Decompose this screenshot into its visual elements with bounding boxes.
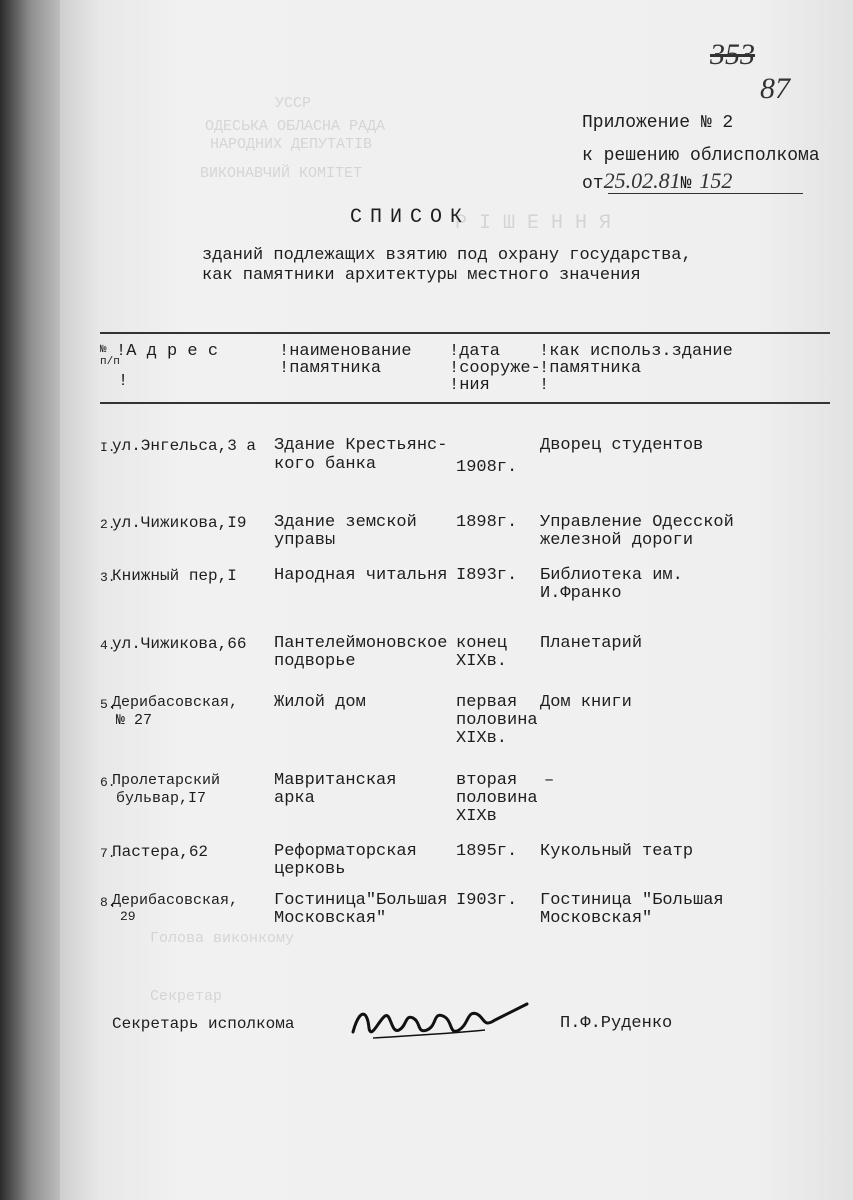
bleed-through-text: НАРОДНИХ ДЕПУТАТІВ [210,136,373,153]
row-name: Жилой дом [274,693,366,712]
header-num: № п/п [100,344,120,368]
row-date: I903г. [456,891,518,910]
row-address: Пролетарский [112,772,221,789]
row-number: I. [100,440,116,455]
date-underline [608,193,803,194]
archive-number: 353 [710,38,755,71]
decision-date: 25.02.81 [603,168,681,193]
table-top-rule [100,332,830,334]
row-use: Управление Одесской [540,513,734,532]
header-use: !памятника [539,359,642,378]
row-address: ул.Чижикова,I9 [112,514,247,532]
row-date: 1898г. [456,513,518,532]
number-sign: № [680,174,692,194]
row-address: ул.Энгельса,3 а [112,437,257,455]
decision-number: 152 [699,168,733,193]
row-address: 29 [120,909,136,924]
row-date: I893г. [456,566,518,585]
appendix-label: Приложение № 2 [582,113,734,133]
row-address: бульвар,I7 [116,790,207,807]
signer-name: П.Ф.Руденко [560,1014,673,1033]
row-date: 1908г. [456,458,518,477]
row-address: № 27 [116,712,153,729]
bleed-through-text: УССР [275,95,312,112]
row-use: – [544,771,555,790]
row-name: Реформаторская [274,842,417,861]
bleed-through-text: Голова виконкому [150,930,295,947]
decision-date-line [582,168,733,194]
row-use: Кукольный театр [540,842,694,861]
row-use: Гостиница "Большая [540,891,724,910]
header-name: !наименование [279,342,412,361]
row-use: Дворец студентов [540,436,704,455]
row-name: Гостиница"Большая [274,891,448,910]
date-prefix: от [582,174,604,194]
header-date: !ния [449,376,490,395]
row-number: 5. [100,697,116,712]
signer-role: Секретарь исполкома [112,1015,295,1033]
row-number: 4. [100,638,116,653]
row-name: подворье [274,652,356,671]
row-use: Дом книги [540,693,632,712]
header-name: !памятника [279,359,382,378]
row-use: Планетарий [540,634,643,653]
header-separator: ! [539,376,550,395]
header-use: !как использ.здание [539,342,733,361]
row-name: церковь [274,860,346,879]
document-subtitle: зданий подлежащих взятию под охрану государства, [202,246,692,265]
row-date: XIXв. [456,652,508,671]
row-name: Пантелеймоновское [274,634,448,653]
row-name: Московская" [274,909,387,928]
row-address: ул.Чижикова,66 [112,635,247,653]
row-name: кого банка [274,455,377,474]
row-date: конец [456,634,508,653]
row-number: 2. [100,517,116,532]
header-date: !дата [449,342,501,361]
bleed-through-text: Р І Ш Е Н Н Я [455,212,612,235]
bleed-through-text: Секретар [150,988,223,1005]
header-date: !сооруже- [449,359,541,378]
row-address: Пастера,62 [112,843,209,861]
row-name: арка [274,789,315,808]
row-address: Дерибасовская, [112,892,239,909]
archive-number: 87 [760,72,790,105]
row-name: Здание Крестьянс- [274,436,448,455]
header-separator: ! [118,372,129,391]
row-number: 8. [100,895,116,910]
row-address: Дерибасовская, [112,694,239,711]
row-use: И.Франко [540,584,622,603]
row-use: Библиотека им. [540,566,683,585]
row-name: Народная читальня [274,566,448,585]
row-number: 3. [100,570,116,585]
document-title: СПИСОК [350,206,471,229]
row-name: Здание земской [274,513,417,532]
row-date: вторая [456,771,518,790]
document-page [60,0,853,1200]
decision-reference: к решению облисполкома [582,146,820,166]
header-address: !А д р е с [116,342,219,361]
row-date: первая [456,693,518,712]
document-subtitle: как памятники архитектуры местного значения [202,266,641,285]
row-use: железной дороги [540,531,694,550]
table-header-rule [100,402,830,404]
row-date: половина [456,711,538,730]
row-number: 7. [100,846,116,861]
row-name: управы [274,531,336,550]
row-address: Книжный пер,I [112,567,237,585]
bleed-through-text: ВИКОНАВЧИЙ КОМІТЕТ [200,165,363,182]
row-date: XIXв. [456,729,508,748]
row-name: Мавританская [274,771,397,790]
row-date: XIXв [456,807,497,826]
row-use: Московская" [540,909,653,928]
bleed-through-text: ОДЕСЬКА ОБЛАСНА РАДА [205,118,386,135]
row-date: половина [456,789,538,808]
row-date: 1895г. [456,842,518,861]
signature-icon [345,990,535,1050]
row-number: 6. [100,775,116,790]
